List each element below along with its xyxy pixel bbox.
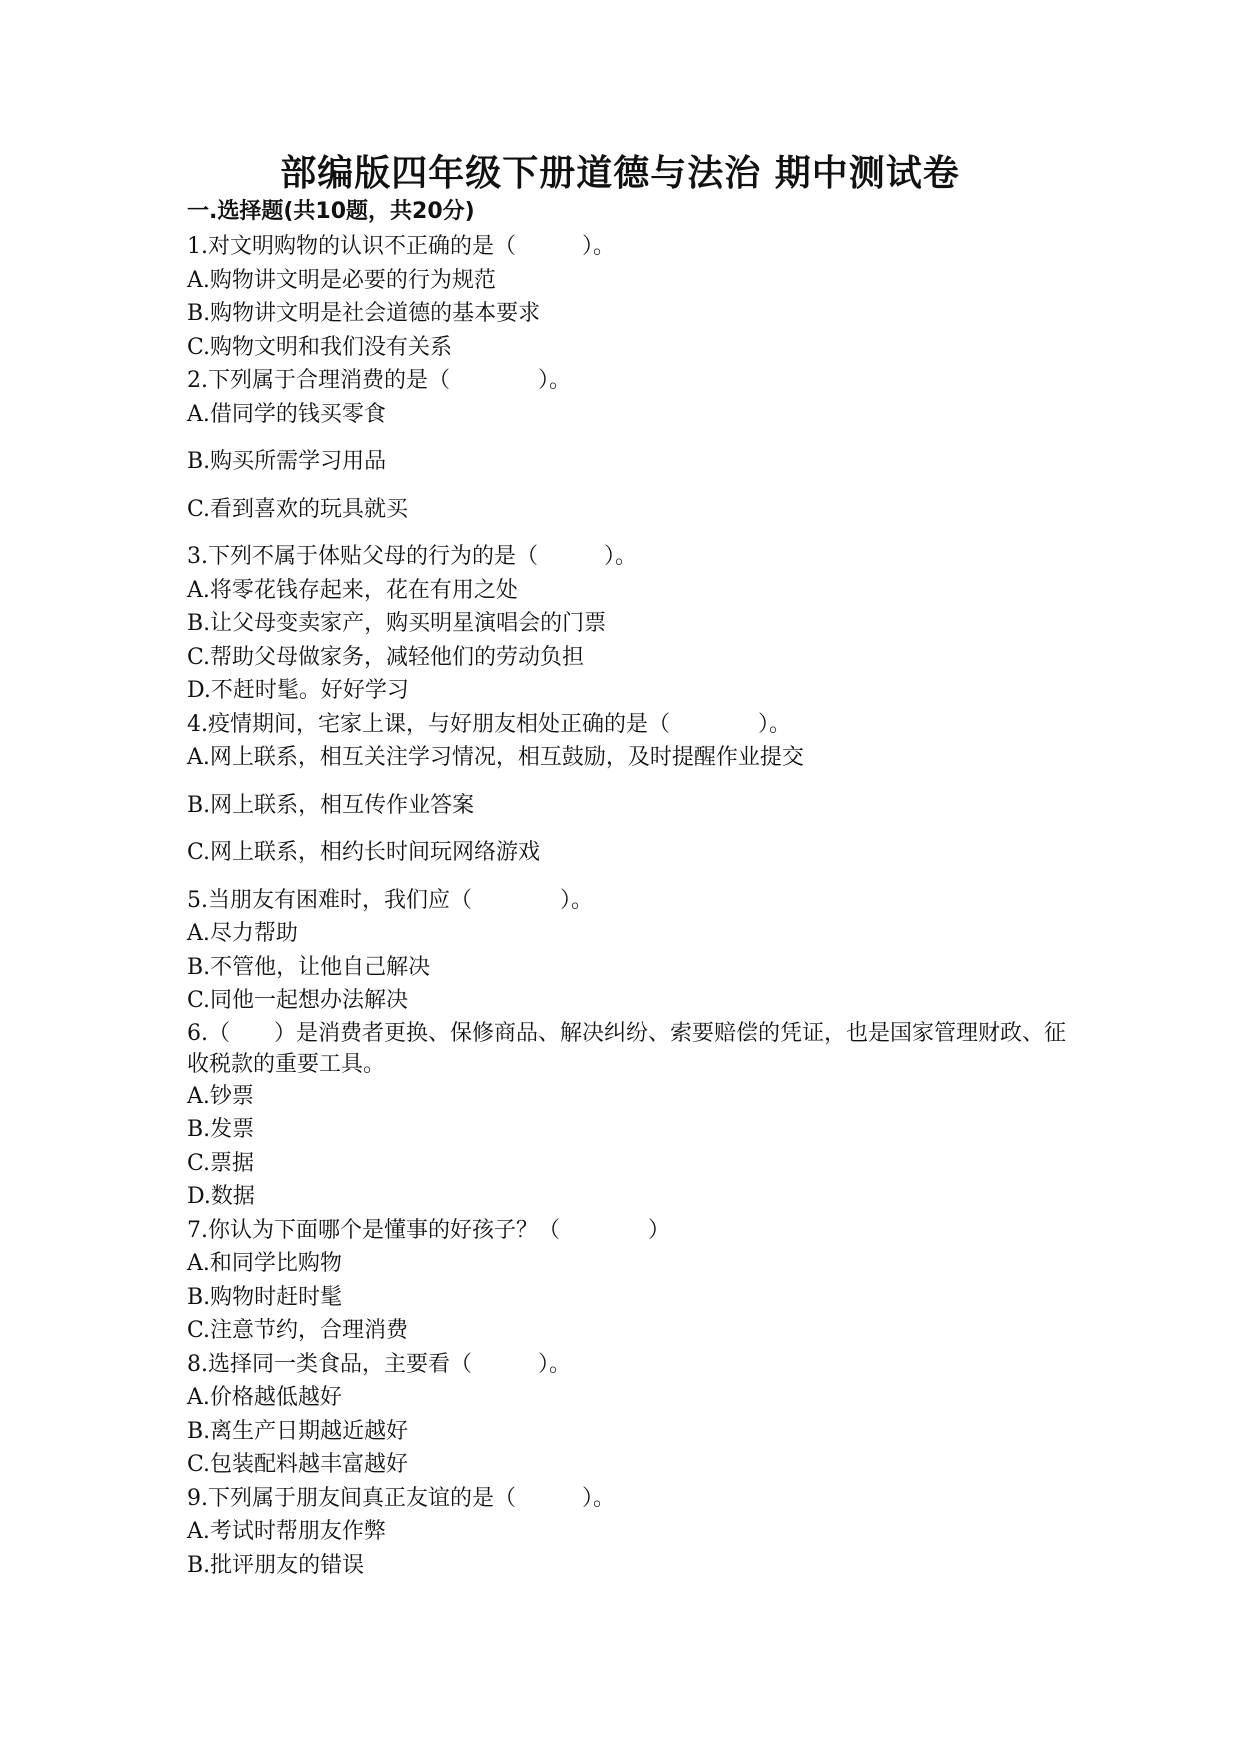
answer-option: C.看到喜欢的玩具就买	[187, 496, 409, 522]
answer-option: A.购物讲文明是必要的行为规范	[187, 267, 496, 293]
answer-option: C.购物文明和我们没有关系	[187, 334, 453, 360]
answer-option: A.将零花钱存起来，花在有用之处	[187, 577, 518, 603]
answer-option: A.价格越低越好	[187, 1385, 342, 1410]
answer-option: B.购物讲文明是社会道德的基本要求	[187, 301, 541, 326]
answer-option: A.尽力帮助	[187, 921, 298, 946]
question-list	[187, 230, 1067, 1582]
answer-option: D.不赶时髦。好好学习	[187, 678, 409, 703]
answer-option: B.购物时赶时髦	[187, 1284, 343, 1310]
question-stem: 5.当朋友有困难时，我们应（ ）。	[187, 887, 593, 913]
section-heading: 一.选择题(共10题，共20分)	[187, 199, 475, 224]
answer-option: A.和同学比购物	[187, 1251, 342, 1276]
answer-option: C.帮助父母做家务，减轻他们的劳动负担	[187, 644, 585, 670]
page-title: 部编版四年级下册道德与法治 期中测试卷	[280, 153, 960, 194]
answer-option: C.注意节约，合理消费	[187, 1318, 409, 1343]
answer-option: A.钞票	[187, 1083, 254, 1109]
question-stem: 6.（ ）是消费者更换、保修商品、解决纠纷、索要赔偿的凭证，也是国家管理财政、征收税款的重要工具。	[187, 1020, 1066, 1077]
answer-option: B.不管他，让他自己解决	[187, 954, 431, 980]
answer-option: A.网上联系，相互关注学习情况，相互鼓励，及时提醒作业提交	[187, 745, 804, 770]
answer-option: B.批评朋友的错误	[187, 1552, 365, 1578]
answer-option: B.离生产日期越近越好	[187, 1418, 409, 1444]
question-stem: 1.对文明购物的认识不正确的是（ ）。	[187, 234, 615, 259]
question-stem: 3.下列不属于体贴父母的行为的是（ ）。	[187, 544, 637, 569]
question-stem: 7.你认为下面哪个是懂事的好孩子？（ ）	[187, 1217, 670, 1243]
answer-option: C.同他一起想办法解决	[187, 988, 409, 1013]
question-stem: 2.下列属于合理消费的是（ ）。	[187, 368, 571, 393]
answer-option: C.网上联系，相约长时间玩网络游戏	[187, 840, 541, 865]
question-stem: 4.疫情期间，宅家上课，与好朋友相处正确的是（ ）。	[187, 711, 791, 737]
answer-option: C.包装配料越丰富越好	[187, 1452, 409, 1477]
answer-option: B.发票	[187, 1117, 255, 1142]
question-stem: 8.选择同一类食品，主要看（ ）。	[187, 1351, 571, 1377]
answer-option: A.借同学的钱买零食	[187, 401, 386, 427]
answer-option: A.考试时帮朋友作弊	[187, 1519, 386, 1544]
answer-option: B.网上联系，相互传作业答案	[187, 792, 475, 818]
answer-option: D.数据	[187, 1184, 255, 1209]
answer-option: B.让父母变卖家产，购买明星演唱会的门票	[187, 611, 607, 636]
answer-option: C.票据	[187, 1150, 255, 1176]
question-stem: 9.下列属于朋友间真正友谊的是（ ）。	[187, 1485, 615, 1511]
answer-option: B.购买所需学习用品	[187, 449, 387, 474]
